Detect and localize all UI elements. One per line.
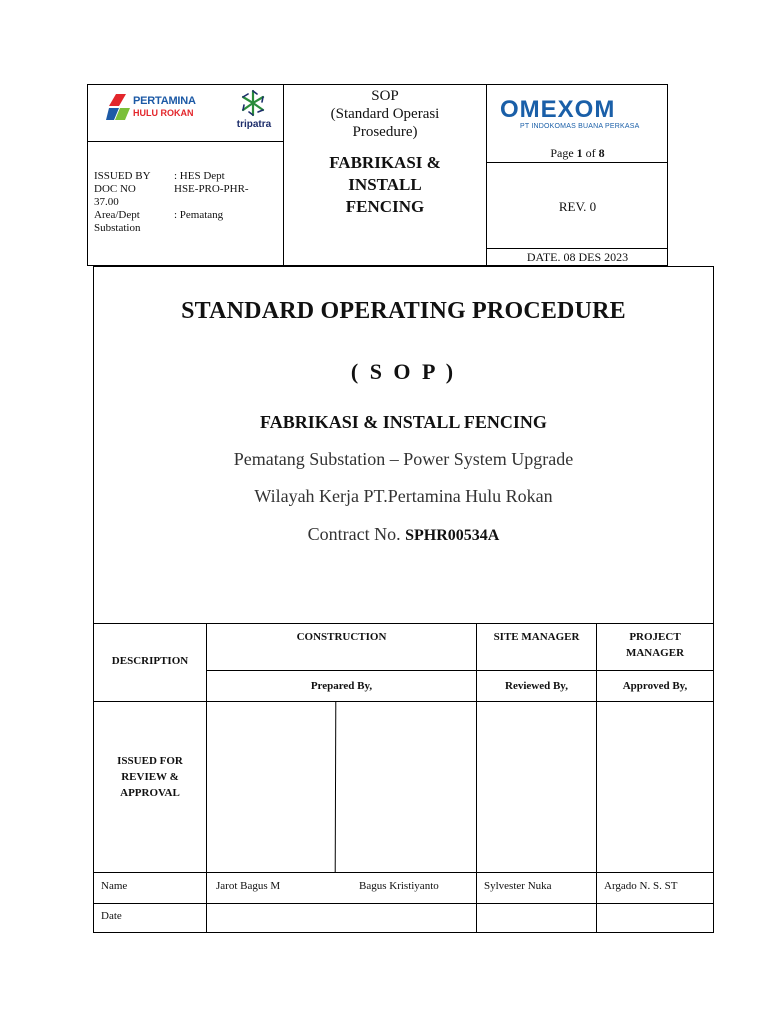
sop-line-1: SOP [371,88,399,104]
reviewed-by: Reviewed By, [505,680,568,692]
doc-title [284,152,486,218]
cover-work-area: Wilayah Kerja PT.Pertamina Hulu Rokan [254,486,553,506]
prepared-by: Prepared By, [310,680,373,692]
cover-project: Pematang Substation – Power System Upgrade [233,449,574,469]
issued-for-status: ISSUED FOR REVIEW & APPROVAL [117,755,183,799]
area-value: : Pematang [174,209,224,221]
tripatra-logo [232,88,276,136]
pertamina-logo-sub: HULU ROKAN [133,108,194,118]
omexom-logo-sub: PT INDOKOMAS BUANA PERKASA [520,123,640,130]
doc-no-continued: 37.00 [94,196,119,208]
revision: REV. 0 [558,199,597,214]
cover-subject: FABRIKASI & INSTALL FENCING [260,412,547,432]
doc-title-line-3: FENCING [345,197,425,216]
page-prefix: Page [550,146,574,160]
tripatra-logo-text: tripatra [236,119,272,130]
omexom-logo [500,97,660,137]
cover-abbrev: ( S O P ) [350,359,457,384]
project-manager-header: PROJECT MANAGER [625,631,685,659]
cover-title: STANDARD OPERATING PROCEDURE [181,298,626,324]
date-row-label: Date [101,910,122,922]
contract-label: Contract No. [307,524,401,544]
page-current: 1 [576,146,583,160]
name-row-label: Name [101,880,128,892]
document-header [87,84,668,266]
doc-no-label: DOC NO [94,183,136,195]
issued-by-label: ISSUED BY [94,170,151,182]
signatory-name: Jarot Bagus M [216,880,281,892]
site-manager-header: SITE MANAGER [493,631,580,643]
page-number [487,146,668,161]
sop-heading [284,87,486,141]
page-of: of [585,146,596,160]
page-total: 8 [598,146,605,160]
doc-title-line-2: INSTALL [348,175,422,194]
signatory-name: Sylvester Nuka [484,880,552,892]
doc-no-value: HSE-PRO-PHR- [174,183,249,195]
issue-date: DATE. 08 DES 2023 [526,250,629,264]
cover-contract [94,524,713,545]
issued-by-value: : HES Dept [174,170,225,182]
contract-number: SPHR00534A [405,527,500,544]
cover-page [93,266,714,933]
signatory-name: Argado N. S. ST [604,880,678,892]
area-continued: Substation [94,222,141,234]
pertamina-logo [106,93,218,129]
tripatra-emblem-icon [238,88,268,118]
pertamina-emblem-icon [106,94,130,122]
sop-line-2: (Standard Operasi [330,106,440,122]
sop-line-3: Prosedure) [352,124,418,140]
omexom-logo-name: OMEXOM [500,96,616,123]
issued-info [94,170,280,235]
construction-header: CONSTRUCTION [296,631,387,643]
description-header: DESCRIPTION [111,655,189,667]
doc-title-line-1: FABRIKASI & [329,153,441,172]
signatory-name: Bagus Kristiyanto [359,880,439,892]
approved-by: Approved By, [622,680,688,692]
pertamina-logo-name: PERTAMINA [133,95,196,107]
area-label: Area/Dept [94,209,140,221]
